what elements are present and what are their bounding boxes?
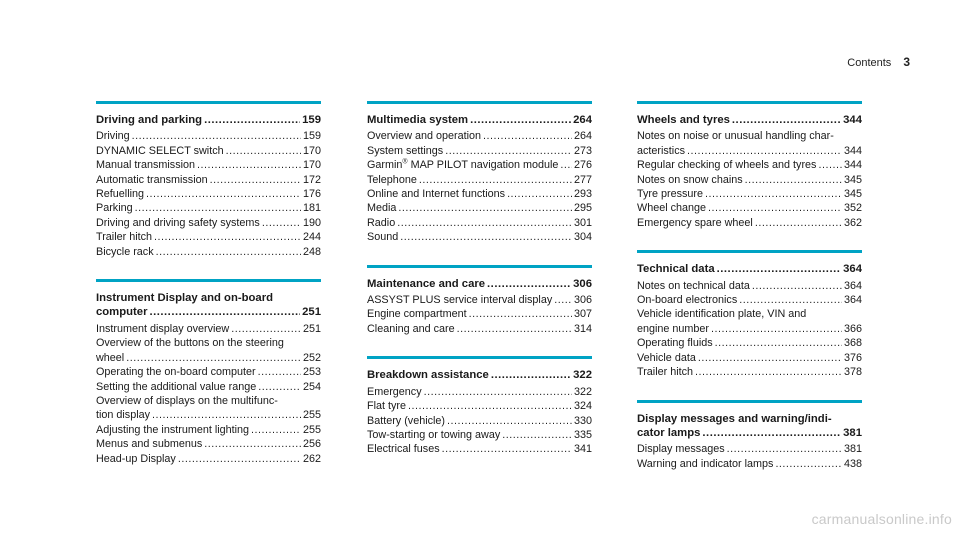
- page-header: [847, 55, 910, 69]
- toc-entry-label: Operating the on-board computer: [96, 366, 256, 379]
- dot-leader: [156, 245, 301, 259]
- toc-entry-label: Engine compartment: [367, 308, 467, 321]
- toc-entry-page-number: 170: [302, 159, 321, 172]
- toc-column-3: [637, 101, 862, 491]
- section-heading-page-number: 322: [573, 369, 592, 382]
- toc-section: [96, 279, 321, 466]
- toc-entry-line[interactable]: Overview of the buttons on the steering: [96, 337, 284, 350]
- toc-entry[interactable]: [367, 187, 592, 201]
- section-heading-line[interactable]: Display messages and warning/indi-: [637, 412, 832, 425]
- dot-leader: [251, 423, 301, 437]
- toc-entry-label: Online and Internet functions: [367, 188, 506, 201]
- dot-leader: [483, 129, 572, 143]
- dot-leader: [705, 187, 842, 201]
- toc-entry-label: System settings: [367, 144, 444, 157]
- toc-entry-page-number: 307: [573, 308, 592, 321]
- toc-entry[interactable]: [367, 230, 592, 244]
- toc-entry-page-number: 251: [302, 322, 321, 335]
- dot-leader: [739, 293, 842, 307]
- toc-entry-label: Display messages: [637, 443, 725, 456]
- toc-entry-label: Manual transmission: [96, 159, 196, 172]
- section-heading[interactable]: [367, 368, 592, 382]
- dot-leader: [554, 293, 572, 307]
- toc-entry[interactable]: [367, 385, 592, 399]
- toc-entry-label: Parking: [96, 202, 133, 215]
- toc-entry[interactable]: [367, 442, 592, 456]
- toc-entry-page-number: 335: [573, 428, 592, 441]
- toc-entry-page-number: 352: [843, 202, 862, 215]
- toc-entry[interactable]: [637, 442, 862, 456]
- section-heading-page-number: 344: [843, 114, 862, 126]
- toc-entry-page-number: 254: [302, 380, 321, 393]
- dot-leader: [408, 399, 572, 413]
- toc-entry-page-number: 341: [573, 443, 592, 456]
- dot-leader: [197, 158, 301, 172]
- dot-leader: [469, 307, 572, 321]
- toc-entry-label: Automatic transmission: [96, 173, 208, 186]
- dot-leader: [491, 368, 571, 382]
- toc-entry-label: [367, 158, 558, 172]
- dot-leader: [708, 201, 842, 215]
- dot-leader: [745, 173, 842, 187]
- toc-entry-label: acteristics: [637, 144, 685, 157]
- section-heading[interactable]: [367, 277, 592, 291]
- toc-entry[interactable]: [637, 201, 862, 215]
- toc-entry-label: Driving and driving safety systems: [96, 216, 260, 229]
- toc-entry-page-number: 273: [573, 144, 592, 157]
- dot-leader: [775, 457, 842, 471]
- toc-entry[interactable]: [367, 201, 592, 215]
- section-divider: [367, 356, 592, 359]
- dot-leader: [419, 173, 572, 187]
- toc-entry[interactable]: [96, 452, 321, 466]
- toc-entry[interactable]: [637, 216, 862, 230]
- dot-leader: [470, 113, 571, 127]
- dot-leader: [258, 365, 301, 379]
- toc-entry-page-number: 362: [843, 216, 862, 229]
- toc-entry-label: Battery (vehicle): [367, 414, 446, 427]
- dot-leader: [400, 230, 572, 244]
- section-heading-label: Breakdown assistance: [367, 369, 489, 382]
- toc-entry-page-number: 248: [302, 245, 321, 258]
- dot-leader: [732, 113, 841, 127]
- dot-leader: [715, 336, 842, 350]
- toc-section: [367, 101, 592, 245]
- toc-entry-page-number: 304: [573, 231, 592, 244]
- toc-entry[interactable]: [96, 322, 321, 336]
- dot-leader: [752, 279, 842, 293]
- header-page-number: 3: [903, 55, 910, 69]
- dot-leader: [818, 158, 842, 172]
- dot-leader: [262, 216, 301, 230]
- toc-entry-label: Radio: [367, 216, 396, 229]
- toc-entry-line[interactable]: Vehicle identification plate, VIN and: [637, 308, 807, 321]
- section-heading-page-number: 159: [302, 114, 321, 126]
- toc-entry-page-number: 344: [843, 159, 862, 172]
- section-heading-label: Technical data: [637, 263, 715, 276]
- toc-entry-label: Trailer hitch: [96, 231, 152, 244]
- toc-entry-page-number: 366: [843, 322, 862, 335]
- registered-mark: ®: [402, 158, 408, 166]
- toc-entry-page-number: 277: [573, 173, 592, 186]
- section-heading-page-number: 251: [302, 306, 321, 319]
- dot-leader: [258, 380, 301, 394]
- toc-entry[interactable]: [96, 129, 321, 143]
- dot-leader: [698, 351, 842, 365]
- toc-entry-page-number: 190: [302, 216, 321, 229]
- toc-entry[interactable]: [367, 129, 592, 143]
- section-divider: [367, 265, 592, 268]
- section-heading-page-number: 381: [843, 426, 862, 439]
- watermark: carmanualsonline.info: [811, 511, 952, 527]
- toc-entry-label: Tyre pressure: [637, 188, 704, 201]
- toc-entry[interactable]: [367, 322, 592, 336]
- toc-entry-label: Tow-starting or towing away: [367, 428, 501, 441]
- dot-leader: [126, 351, 301, 365]
- toc-entry-label: Wheel change: [637, 202, 707, 215]
- dot-leader: [132, 129, 301, 143]
- toc-column-2: [367, 101, 592, 477]
- toc-entry[interactable]: [367, 293, 592, 307]
- section-divider: [96, 279, 321, 282]
- section-heading[interactable]: [96, 113, 321, 127]
- section-heading-page-number: 364: [843, 263, 862, 276]
- toc-entry[interactable]: [96, 351, 321, 365]
- section-divider: [637, 250, 862, 253]
- section-heading-label: Maintenance and care: [367, 277, 486, 290]
- dot-leader: [231, 322, 301, 336]
- toc-entry[interactable]: [367, 158, 592, 172]
- toc-entry[interactable]: [637, 365, 862, 379]
- toc-entry-label: Warning and indicator lamps: [637, 457, 774, 470]
- toc-entry[interactable]: [96, 187, 321, 201]
- toc-entry[interactable]: [96, 201, 321, 215]
- entry-label-text: Garmin: [367, 159, 403, 172]
- toc-entry[interactable]: [367, 173, 592, 187]
- section-heading[interactable]: [637, 426, 862, 440]
- toc-section: [367, 265, 592, 337]
- toc-entry[interactable]: [96, 380, 321, 394]
- toc-section: [637, 400, 862, 472]
- toc-entry-page-number: 344: [843, 144, 862, 157]
- section-heading[interactable]: [367, 113, 592, 127]
- toc-entry-label: Emergency: [367, 385, 422, 398]
- toc-entry-label: Flat tyre: [367, 400, 406, 413]
- toc-entry[interactable]: [367, 216, 592, 230]
- toc-entry-label: Regular checking of wheels and tyres: [637, 159, 817, 172]
- toc-entry-page-number: 252: [302, 351, 321, 364]
- section-heading-line[interactable]: Instrument Display and on-board: [96, 292, 273, 305]
- toc-entry[interactable]: [367, 144, 592, 158]
- toc-entry-label: Adjusting the instrument lighting: [96, 423, 250, 436]
- toc-entry[interactable]: [367, 414, 592, 428]
- dot-leader: [397, 216, 572, 230]
- toc-entry-page-number: 264: [573, 130, 592, 143]
- toc-entry[interactable]: [96, 216, 321, 230]
- dot-leader: [447, 414, 572, 428]
- toc-entry-label: Instrument display overview: [96, 322, 230, 335]
- toc-entry-label: ASSYST PLUS service interval display: [367, 294, 553, 307]
- dot-leader: [507, 187, 572, 201]
- dot-leader: [457, 322, 572, 336]
- toc-entry-label: Cleaning and care: [367, 322, 455, 335]
- section-divider: [367, 101, 592, 104]
- toc-entry-label: Driving: [96, 130, 130, 143]
- header-title: Contents: [847, 57, 892, 69]
- toc-entry-page-number: 306: [573, 294, 592, 307]
- toc-entry-line[interactable]: Notes on noise or unusual handling char-: [637, 130, 834, 143]
- section-heading[interactable]: [637, 262, 862, 276]
- toc-entry-page-number: 381: [843, 443, 862, 456]
- section-heading-label: Multimedia system: [367, 114, 469, 126]
- toc-entry-page-number: 345: [843, 173, 862, 186]
- toc-entry-page-number: 314: [573, 322, 592, 335]
- toc-entry-page-number: 255: [302, 423, 321, 436]
- section-divider: [637, 101, 862, 104]
- toc-entry[interactable]: [637, 336, 862, 350]
- toc-entry[interactable]: [637, 293, 862, 307]
- dot-leader: [487, 277, 571, 291]
- toc-entry-label: Electrical fuses: [367, 443, 440, 456]
- dot-leader: [178, 452, 301, 466]
- toc-entry-line[interactable]: Overview of displays on the multifunc-: [96, 394, 278, 407]
- toc-entry-label: Overview and operation: [367, 130, 482, 143]
- toc-entry[interactable]: [637, 279, 862, 293]
- toc-entry[interactable]: [96, 245, 321, 259]
- toc-entry-label: Notes on snow chains: [637, 173, 743, 186]
- section-heading[interactable]: [637, 113, 862, 127]
- toc-entry-page-number: 181: [302, 202, 321, 215]
- toc-entry-page-number: 159: [302, 130, 321, 143]
- section-divider: [637, 400, 862, 403]
- toc-entry-page-number: 256: [302, 438, 321, 451]
- dot-leader: [445, 144, 572, 158]
- toc-entry-label: Emergency spare wheel: [637, 216, 753, 229]
- toc-entry-page-number: 170: [302, 144, 321, 157]
- dot-leader: [226, 144, 301, 158]
- section-heading-label: cator lamps: [637, 426, 701, 439]
- toc-entry-page-number: 253: [302, 366, 321, 379]
- toc-entry-label: Head-up Display: [96, 452, 176, 465]
- toc-entry-label: wheel: [96, 351, 125, 364]
- dot-leader: [424, 385, 572, 399]
- dot-leader: [502, 428, 572, 442]
- toc-entry[interactable]: [96, 230, 321, 244]
- dot-leader: [711, 322, 842, 336]
- toc-entry-page-number: 376: [843, 351, 862, 364]
- toc-entry-page-number: 364: [843, 279, 862, 292]
- toc-entry-page-number: 262: [302, 452, 321, 465]
- toc-entry[interactable]: [637, 144, 862, 158]
- toc-entry-label: On-board electronics: [637, 294, 738, 307]
- toc-entry[interactable]: [637, 322, 862, 336]
- dot-leader: [687, 144, 842, 158]
- toc-entry[interactable]: [367, 307, 592, 321]
- toc-entry-label: DYNAMIC SELECT switch: [96, 144, 224, 157]
- toc-entry-label: Setting the additional value range: [96, 380, 257, 393]
- toc-entry-page-number: 172: [302, 173, 321, 186]
- toc-section: [96, 101, 321, 259]
- dot-leader: [204, 437, 301, 451]
- dot-leader: [717, 262, 842, 276]
- toc-entry-page-number: 438: [843, 457, 862, 470]
- toc-entry-label: Sound: [367, 231, 399, 244]
- toc-entry-label: engine number: [637, 322, 710, 335]
- toc-column-1: [96, 101, 321, 486]
- toc-entry[interactable]: [637, 187, 862, 201]
- section-heading-label: Driving and parking: [96, 114, 203, 126]
- toc-entry-page-number: 324: [573, 400, 592, 413]
- toc-entry-page-number: 345: [843, 188, 862, 201]
- toc-entry[interactable]: [367, 428, 592, 442]
- dot-leader: [442, 442, 572, 456]
- toc-entry[interactable]: [637, 457, 862, 471]
- toc-entry[interactable]: [637, 158, 862, 172]
- toc-entry-page-number: 295: [573, 202, 592, 215]
- toc-entry[interactable]: [637, 173, 862, 187]
- toc-entry[interactable]: [96, 365, 321, 379]
- toc-entry-page-number: 244: [302, 231, 321, 244]
- section-heading-label: Wheels and tyres: [637, 114, 730, 126]
- entry-label-text: MAP PILOT navigation module: [407, 159, 559, 172]
- toc-entry-page-number: 293: [573, 188, 592, 201]
- toc-entry-page-number: 368: [843, 337, 862, 350]
- section-heading-page-number: 306: [573, 277, 592, 290]
- toc-entry-label: Menus and submenus: [96, 438, 203, 451]
- dot-leader: [154, 230, 301, 244]
- dot-leader: [135, 201, 301, 215]
- section-divider: [96, 101, 321, 104]
- toc-entry-page-number: 176: [302, 188, 321, 201]
- toc-entry-label: Operating fluids: [637, 337, 713, 350]
- toc-entry-page-number: 322: [573, 385, 592, 398]
- toc-entry[interactable]: [96, 408, 321, 422]
- toc-entry-label: Notes on technical data: [637, 279, 750, 292]
- toc-entry[interactable]: [96, 437, 321, 451]
- dot-leader: [204, 113, 300, 127]
- toc-entry-page-number: 330: [573, 414, 592, 427]
- toc-entry-label: Refuelling: [96, 188, 145, 201]
- dot-leader: [398, 201, 572, 215]
- toc-entry-label: Vehicle data: [637, 351, 696, 364]
- section-heading-label: computer: [96, 306, 148, 319]
- toc-entry-label: Bicycle rack: [96, 245, 154, 258]
- toc-entry[interactable]: [96, 158, 321, 172]
- toc-entry[interactable]: [96, 423, 321, 437]
- toc-entry-label: Trailer hitch: [637, 366, 693, 379]
- toc-entry-label: Media: [367, 202, 397, 215]
- dot-leader: [702, 426, 841, 440]
- toc-entry-page-number: 301: [573, 216, 592, 229]
- toc-entry-label: tion display: [96, 409, 151, 422]
- toc-entry-page-number: 364: [843, 294, 862, 307]
- dot-leader: [149, 305, 300, 319]
- dot-leader: [727, 442, 842, 456]
- toc-entry[interactable]: [96, 173, 321, 187]
- toc-entry[interactable]: [367, 399, 592, 413]
- toc-entry[interactable]: [96, 144, 321, 158]
- dot-leader: [695, 365, 842, 379]
- toc-section: [367, 356, 592, 456]
- toc-section: [637, 101, 862, 230]
- toc-entry-label: Telephone: [367, 173, 417, 186]
- dot-leader: [755, 216, 842, 230]
- toc-entry-page-number: 276: [573, 159, 592, 172]
- dot-leader: [152, 408, 301, 422]
- section-heading[interactable]: [96, 305, 321, 319]
- dot-leader: [146, 187, 301, 201]
- toc-section: [637, 250, 862, 379]
- toc-entry[interactable]: [637, 351, 862, 365]
- toc-entry-page-number: 378: [843, 366, 862, 379]
- dot-leader: [210, 173, 301, 187]
- dot-leader: [560, 158, 572, 172]
- toc-entry-page-number: 255: [302, 409, 321, 422]
- section-heading-page-number: 264: [573, 114, 592, 126]
